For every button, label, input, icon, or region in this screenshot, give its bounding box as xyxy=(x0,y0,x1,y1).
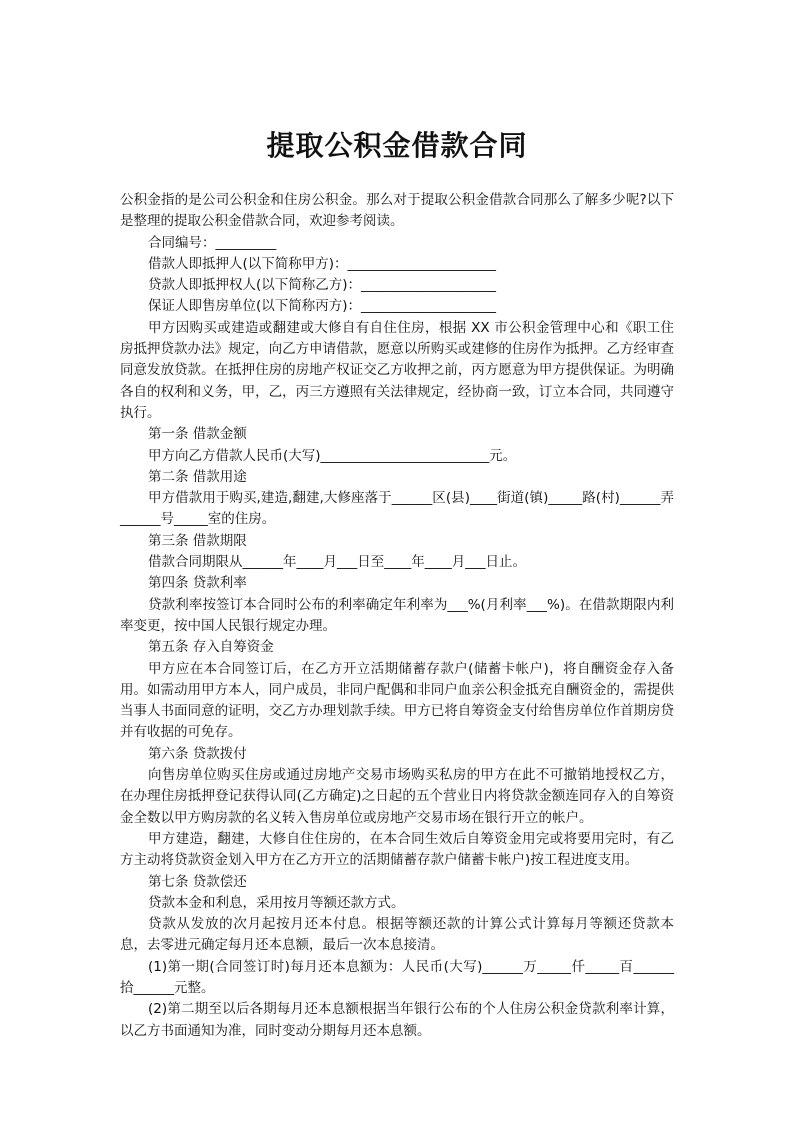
article-6-text-1: 向售房单位购买住房或通过房地产交易市场购买私房的甲方在此不可撤销地授权乙方，在办理住房抵押登记获得认同(乙方确定)之日起的五个营业日内将贷款金额连同存入的自筹资金全数以甲方购房款的名义转入售房单位或房地产交易市场在银行开立的帐户。 xyxy=(120,767,674,826)
lender-field: 贷款人即抵押权人(以下简称乙方)：____________________ xyxy=(148,277,497,294)
article-5-text: 甲方应在本合同签订后，在乙方开立活期储蓄存款户(储蓄卡帐户)，将自酬资金存入备用。如需动用甲方本人，同户成员，非同户配偶和非同户血亲公积金抵充自酬资金的，需提供当事人书面同意的证明，交乙方办理划款手续。甲方已将自筹资金支付给售房单位作首期房贷并有收据的可免存。 xyxy=(120,660,674,741)
article-7-item-1: (1)第一期(合同签订时)每月还本息额为：人民币(大写)______万_____仟_____百______拾______元整。 xyxy=(120,958,674,996)
article-3-text: 借款合同期限从______年____月___日至____年____月___日止。 xyxy=(148,554,526,571)
article-2-text: 甲方借款用于购买,建造,翻建,大修座落于______区(县)____街道(镇)_____路(村)______弄______号_____室的住房。 xyxy=(120,490,674,528)
contract-body xyxy=(120,190,674,1042)
contract-number-field: 合同编号：_________ xyxy=(148,234,277,251)
article-1-heading: 第一条 借款金额 xyxy=(148,426,247,443)
article-2-heading: 第二条 借款用途 xyxy=(148,468,247,485)
article-6-text-2: 甲方建造，翻建，大修自住住房的，在本合同生效后自筹资金用完或将要用完时，有乙方主动将贷款资金划入甲方在乙方开立的活期储蓄存款户储蓄卡帐户)按工程进度支用。 xyxy=(120,830,674,869)
article-4-heading: 第四条 贷款利率 xyxy=(148,575,247,592)
article-5-heading: 第五条 存入自筹资金 xyxy=(148,639,274,656)
article-6-heading: 第六条 贷款拨付 xyxy=(148,745,247,762)
article-7-text-2: 贷款从发放的次月起按月还本付息。根据等额还款的计算公式计算每月等额还贷款本息，去零进元确定每月还本息额，最后一次本息接清。 xyxy=(120,916,674,954)
article-1-text: 甲方向乙方借款人民币(大写)_________________________元。 xyxy=(148,447,517,464)
article-3-heading: 第三条 借款期限 xyxy=(148,532,247,549)
article-4-text: 贷款利率按签订本合同时公布的利率确定年利率为___%(月利率___%)。在借款期限内利率变更，按中国人民银行规定办理。 xyxy=(120,596,674,634)
intro-paragraph: 公积金指的是公司公积金和住房公积金。那么对于提取公积金借款合同那么了解多少呢?以下是整理的提取公积金借款合同，欢迎参考阅读。 xyxy=(120,192,674,230)
article-7-heading: 第七条 贷款偿还 xyxy=(148,873,247,890)
borrower-field: 借款人即抵押人(以下简称甲方)：______________________ xyxy=(148,255,497,272)
guarantor-field: 保证人即售房单位(以下简称丙方)：____________________ xyxy=(148,298,497,315)
preamble-paragraph: 甲方因购买或建造或翻建或大修自有自住住房，根据 XX 市公积金管理中心和《职工住房抵押贷款办法》规定，向乙方申请借款，愿意以所购买或建修的住房作为抵押。乙方经审查同意发放贷款。在抵押住房的房地产权证交乙方收押之前，丙方愿意为甲方提供保证。为明确各自的权利和义务，甲，乙，丙三方遵照有关法律规定，经协商一致，订立本合同，共同遵守执行。 xyxy=(120,319,674,421)
article-7-text-1: 贷款本金和利息，采用按月等额还款方式。 xyxy=(148,894,405,911)
article-7-item-2: (2)第二期至以后各期每月还本息额根据当年银行公布的个人住房公积金贷款利率计算，以乙方书面通知为准，同时变动分期每月还本息额。 xyxy=(120,1001,674,1039)
document-title: 提取公积金借款合同 xyxy=(266,129,528,162)
